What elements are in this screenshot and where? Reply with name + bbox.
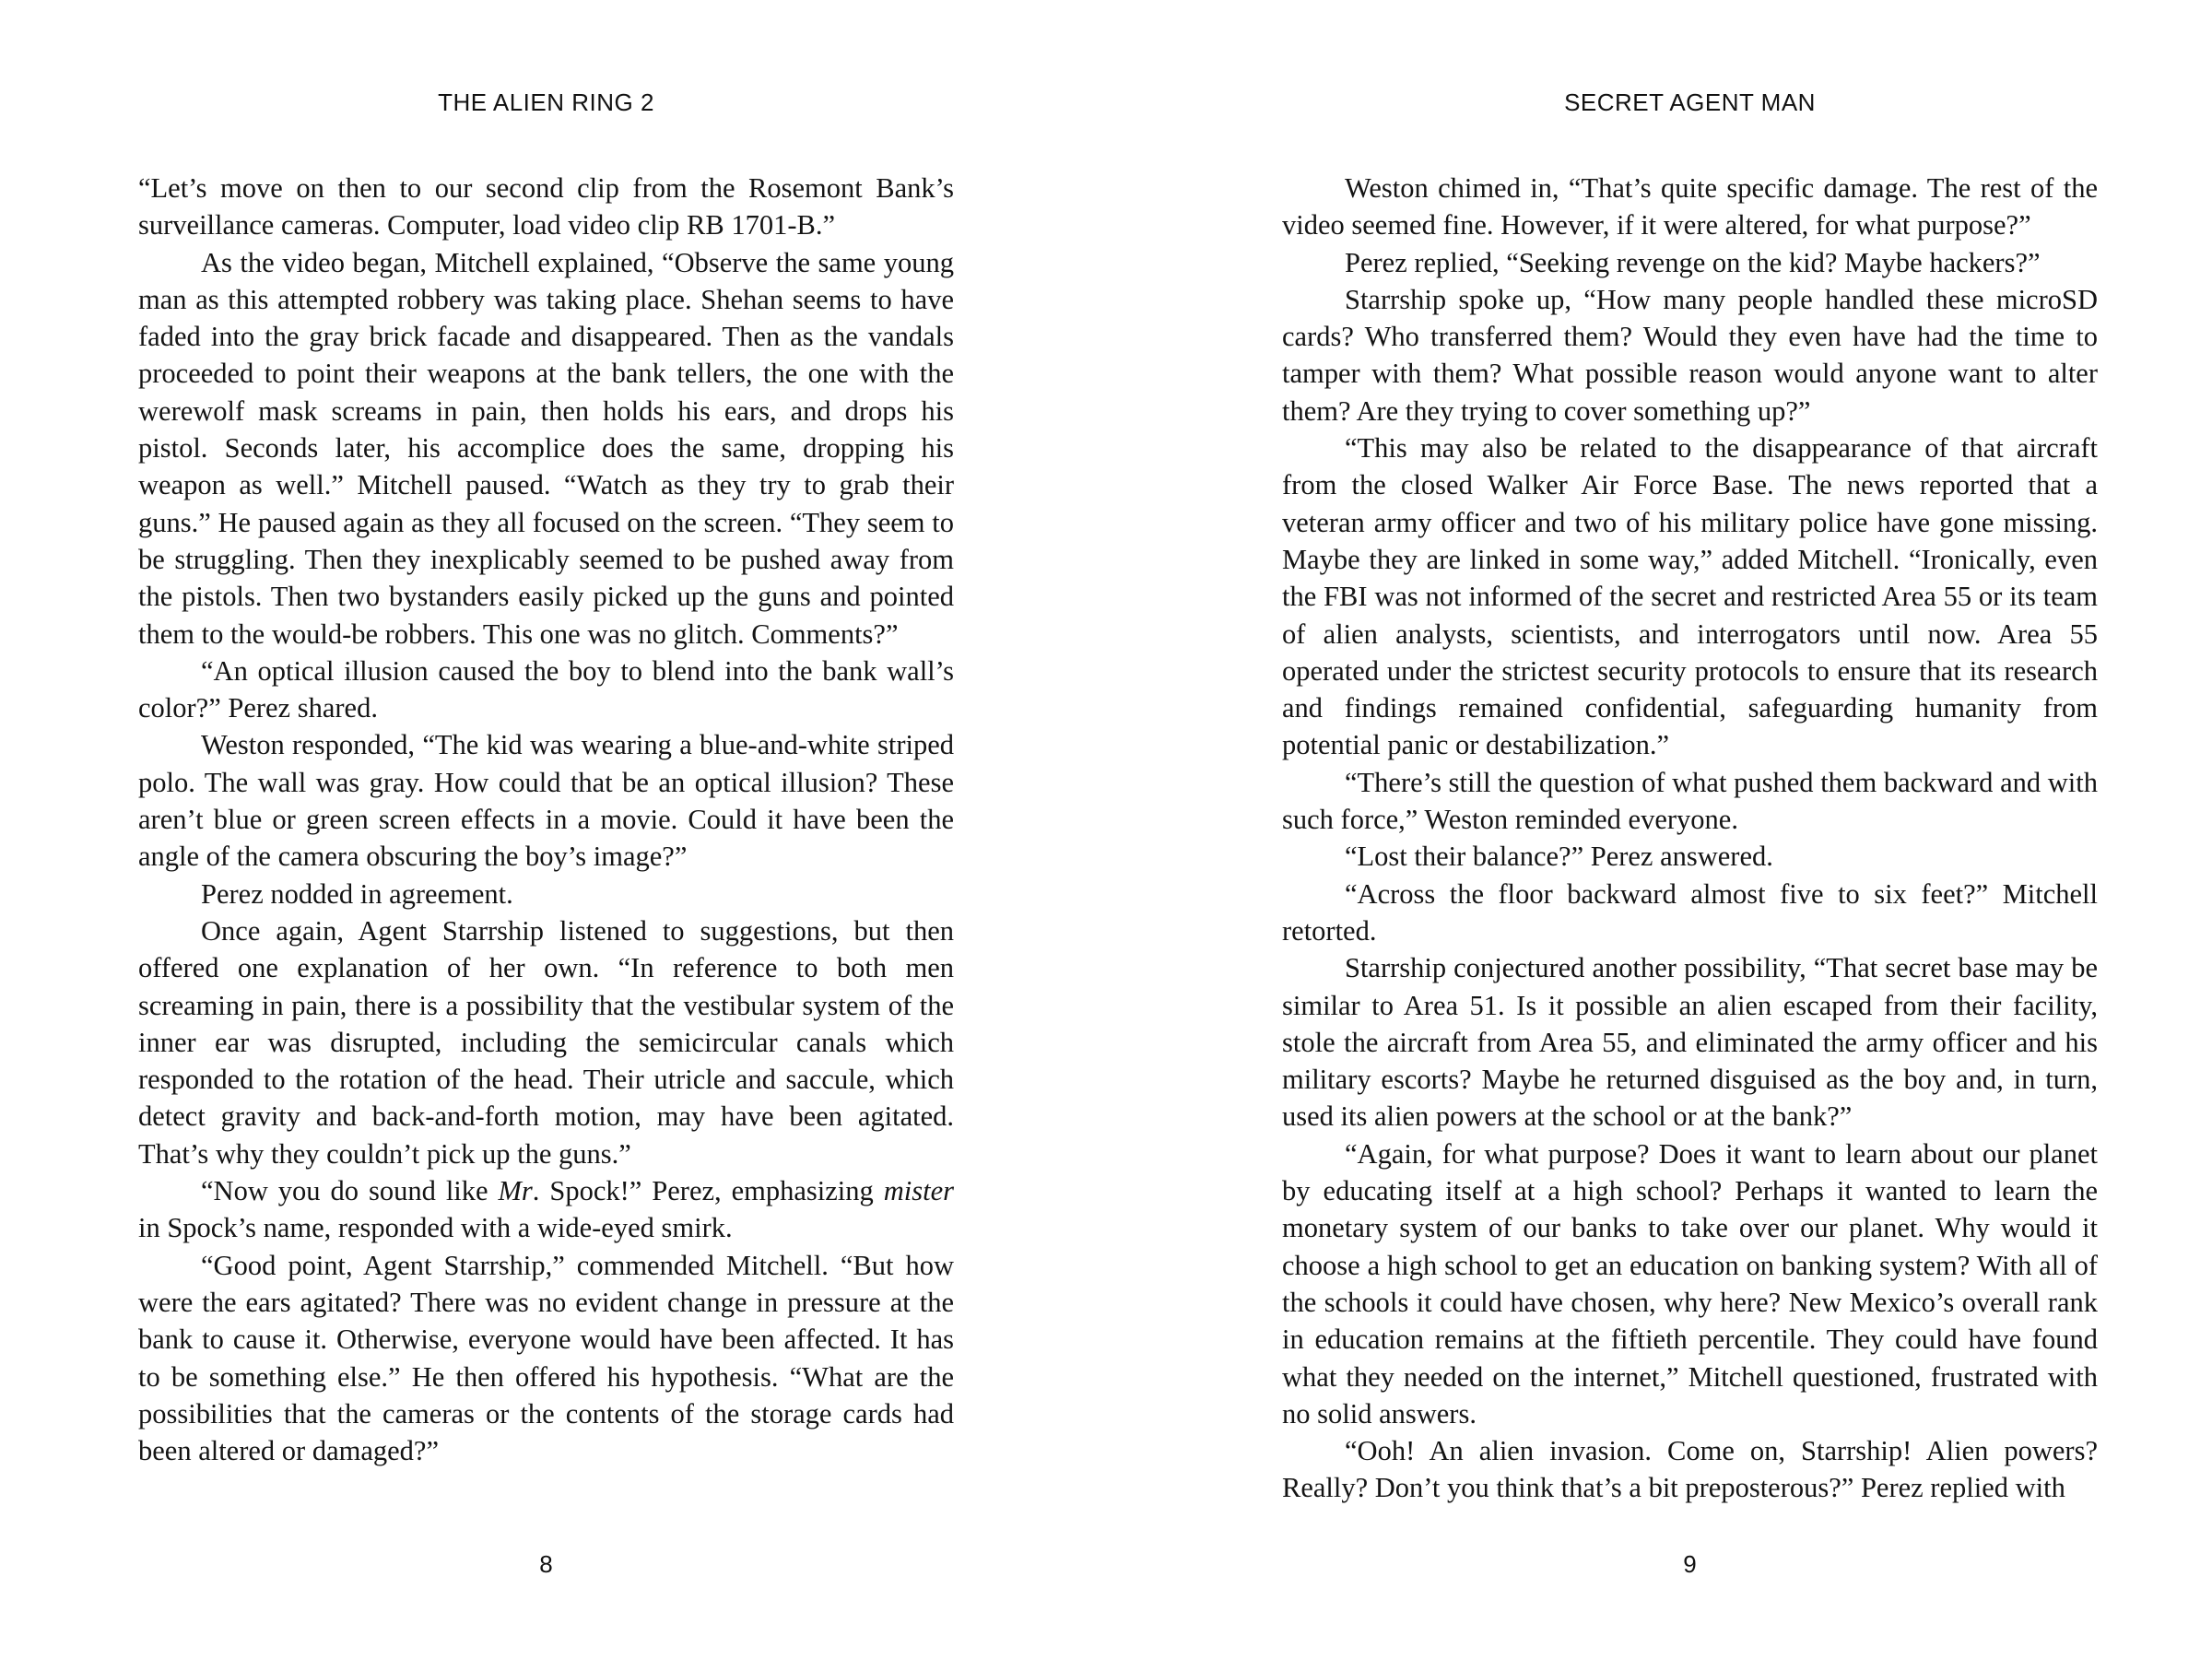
italic-text-run: Mr — [498, 1175, 533, 1207]
page-number: 8 — [539, 1550, 553, 1578]
paragraph: As the video began, Mitchell explained, “Observe the same young man as this attempted robbery was taking place. Shehan seems to have faded into the gray brick facade and disappeared. Then as the vandals proceeded to point their weapons at the bank tellers, the one with the werewolf mask screams in pain, then holds his ears, and drops his pistol. Seconds later, his accomplice does the same, dropping his weapon as well.” Mitchell paused. “Watch as they try to grab their guns.” He paused again as they all focused on the screen. “They seem to be struggling. Then they inexplicably seemed to be pushed away from the pistols. Then two bystanders easily picked up the guns and pointed them to the would-be robbers. This one was no glitch. Comments?” — [138, 246, 954, 650]
italic-text-run: mister — [883, 1175, 954, 1207]
paragraph: Once again, Agent Starrship listened to suggestions, but then offered one explanation of her own. “In reference to both men screaming in pain, there is a possibility that the vestibular system of the inner ear was disrupted, including the semicircular canals which responded to the rotation of the head. Their utricle and saccule, which detect gravity and back-and-forth motion, may have been agitated. That’s why they couldn’t pick up the guns.” — [138, 914, 954, 1170]
paragraph: Perez nodded in agreement. — [201, 877, 513, 910]
paragraph: Starrship spoke up, “How many people handled these microSD cards? Who transferred them? Would they even have had the time to tamper with them? What possible reason would anyone want to alter them? Are they trying to cover something up?” — [1282, 283, 2098, 427]
page-body-text — [138, 170, 954, 1515]
paragraph: “Across the floor backward almost five to six feet?” Mitchell retorted. — [1282, 877, 2098, 947]
paragraph: “Again, for what purpose? Does it want to learn about our planet by educating itself at a high school? Perhaps it wanted to learn the monetary system of our banks to take over our planet. Why would it choose a high school to get an education on banking system? With all of the schools it could have chosen, why here? New Mexico’s overall rank in education remains at the fiftieth percentile. They could have found what they needed on the internet,” Mitchell questioned, frustrated with no solid answers. — [1282, 1137, 2098, 1430]
paragraph: “Lost their balance?” Perez answered. — [1345, 841, 1773, 873]
paragraph: “An optical illusion caused the boy to blend into the bank wall’s color?” Perez shared. — [138, 654, 954, 724]
running-head: THE ALIEN RING 2 — [438, 88, 654, 116]
right-page — [1106, 0, 2212, 1659]
paragraph: “Let’s move on then to our second clip from the Rosemont Bank’s surveillance cameras. Computer, load video clip RB 1701-B.” — [138, 172, 954, 241]
paragraph: “Ooh! An alien invasion. Come on, Starrship! Alien powers? Really? Don’t you think that’s a bit preposterous?” Perez replied with — [1282, 1435, 2098, 1504]
text-run: in Spock’s name, responded with a wide-eyed smirk. — [138, 1212, 733, 1244]
paragraph: Perez replied, “Seeking revenge on the kid? Maybe hackers?” — [1345, 246, 2041, 278]
paragraph: Starrship conjectured another possibility, “That secret base may be similar to Area 51. Is it possible an alien escaped from their facility, stole the aircraft from Area 55, and eliminated the army officer and his military escorts? Maybe he returned disguised as the boy and, in turn, used its alien powers at the school or at the bank?” — [1282, 952, 2098, 1133]
paragraph: Weston responded, “The kid was wearing a blue-and-white striped polo. The wall was gray. How could that be an optical illusion? These aren’t blue or green screen effects in a movie. Could it have been the angle of the camera obscuring the boy’s image?” — [138, 729, 954, 873]
paragraph — [138, 1172, 954, 1247]
page-number: 9 — [1683, 1550, 1697, 1578]
text-run: “Now you do sound like — [201, 1175, 499, 1207]
page-body-text — [1282, 170, 2098, 1515]
text-run: . Spock!” Perez, emphasizing — [532, 1175, 884, 1207]
running-head: SECRET AGENT MAN — [1564, 88, 1816, 116]
paragraph: “Good point, Agent Starrship,” commended Mitchell. “But how were the ears agitated? There was no evident change in pressure at the bank to cause it. Otherwise, everyone would have been affected. It has to be something else.” He then offered his hypothesis. “What are the possibilities that the cameras or the contents of the storage cards had been altered or damaged?” — [138, 1249, 954, 1467]
paragraph: “This may also be related to the disappearance of that aircraft from the closed Walker Air Force Base. The news reported that a veteran army officer and two of his military police have gone missing. Maybe they are linked in some way,” added Mitchell. “Ironically, even the FBI was not informed of the secret and restricted Area 55 or its team of alien analysts, scientists, and interrogators until now. Area 55 operated under the strictest security protocols to ensure that its research and findings remained confidential, safeguarding humanity from potential panic or destabilization.” — [1282, 432, 2098, 761]
paragraph: “There’s still the question of what pushed them backward and with such force,” Weston reminded everyone. — [1282, 766, 2098, 836]
paragraph: Weston chimed in, “That’s quite specific damage. The rest of the video seemed fine. However, if it were altered, for what purpose?” — [1282, 172, 2098, 241]
